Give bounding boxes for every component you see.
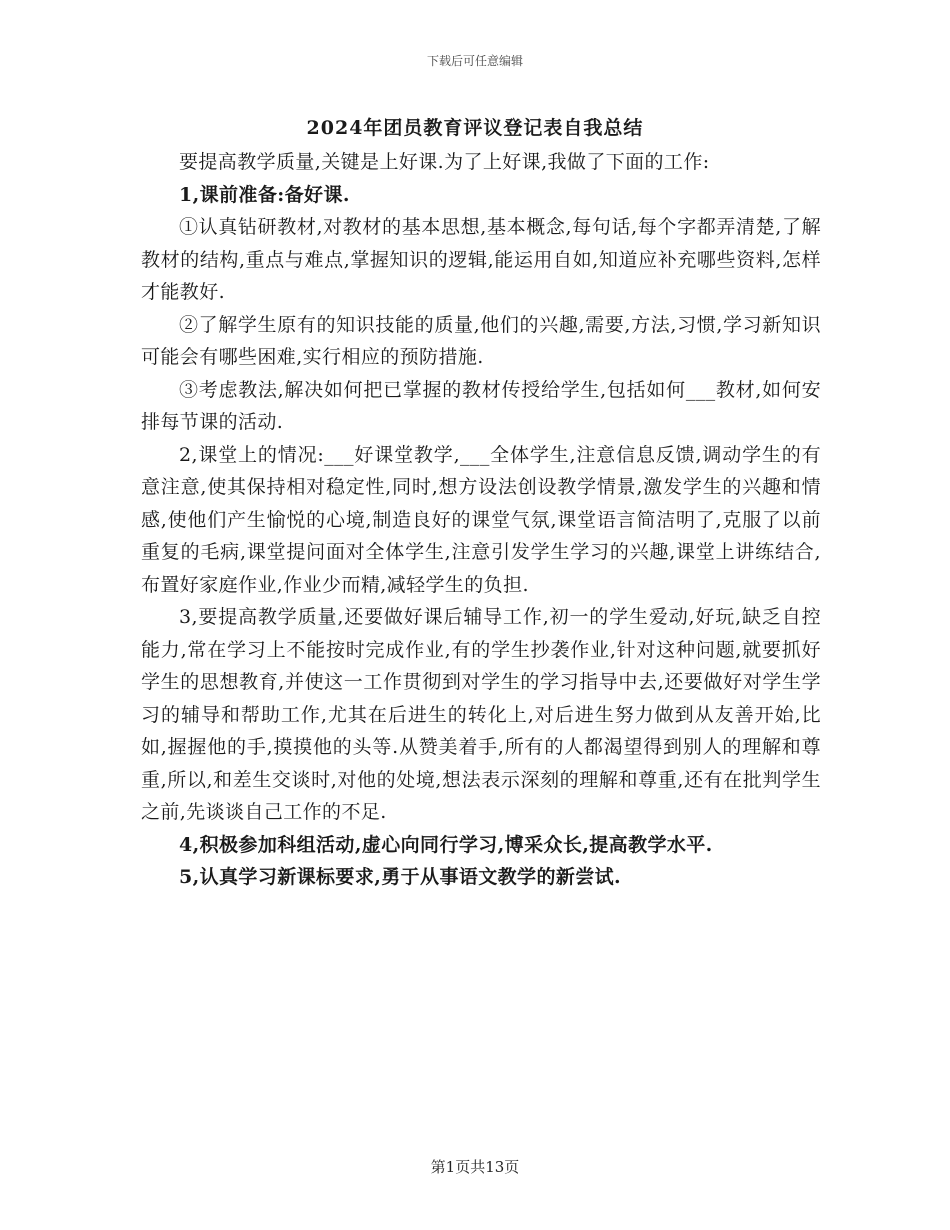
paragraph-item-1: ①认真钻研教材,对教材的基本思想,基本概念,每句话,每个字都弄清楚,了解教材的结构,重点与难点,掌握知识的逻辑,能运用自如,知道应补充哪些资料,怎样才能教好.: [141, 216, 821, 303]
paragraph-intro: 要提高教学质量,关键是上好课.为了上好课,我做了下面的工作:: [179, 151, 710, 173]
section-heading-5: 5,认真学习新课标要求,勇于从事语文教学的新尝试.: [179, 866, 622, 888]
paragraph-section-2: 2,课堂上的情况:___好课堂教学,___全体学生,注意信息反馈,调动学生的有意注意,使其保持相对稳定性,同时,想方设法创设教学情景,激发学生的兴趣和情感,使他们产生愉悦的心境,制造良好的课堂气氛,课堂语言简洁明了,克服了以前重复的毛病,课堂提问面对全体学生,注意引发学生学习的兴趣,课堂上讲练结合,布置好家庭作业,作业少而精,减轻学生的负担.: [141, 443, 821, 596]
header-note: 下载后可任意编辑: [426, 54, 523, 68]
section-heading-4: 4,积极参加科组活动,虚心向同行学习,博采众长,提高教学水平.: [179, 833, 713, 856]
paragraph-item-3: ③考虑教法,解决如何把已掌握的教材传授给学生,包括如何___教材,如何安排每节课的活动.: [141, 378, 821, 433]
document-body: [141, 146, 821, 894]
section-heading-1: 1,课前准备:备好课.: [179, 183, 350, 206]
page-footer: 第1页共13页: [430, 1158, 520, 1176]
paragraph-item-2: ②了解学生原有的知识技能的质量,他们的兴趣,需要,方法,习惯,学习新知识可能会有哪些困难,实行相应的预防措施.: [141, 313, 821, 368]
paragraph-section-3: 3,要提高教学质量,还要做好课后辅导工作,初一的学生爱动,好玩,缺乏自控能力,常在学习上不能按时完成作业,有的学生抄袭作业,针对这种问题,就要抓好学生的思想教育,并使这一工作贯彻到对学生的学习指导中去,还要做好对学生学习的辅导和帮助工作,尤其在后进生的转化上,对后进生努力做到从友善开始,比如,握握他的手,摸摸他的头等.从赞美着手,所有的人都渴望得到别人的理解和尊重,所以,和差生交谈时,对他的处境,想法表示深刻的理解和尊重,还有在批判学生之前,先谈谈自己工作的不足.: [141, 606, 821, 823]
document-title: 2024年团员教育评议登记表自我总结: [306, 117, 644, 139]
